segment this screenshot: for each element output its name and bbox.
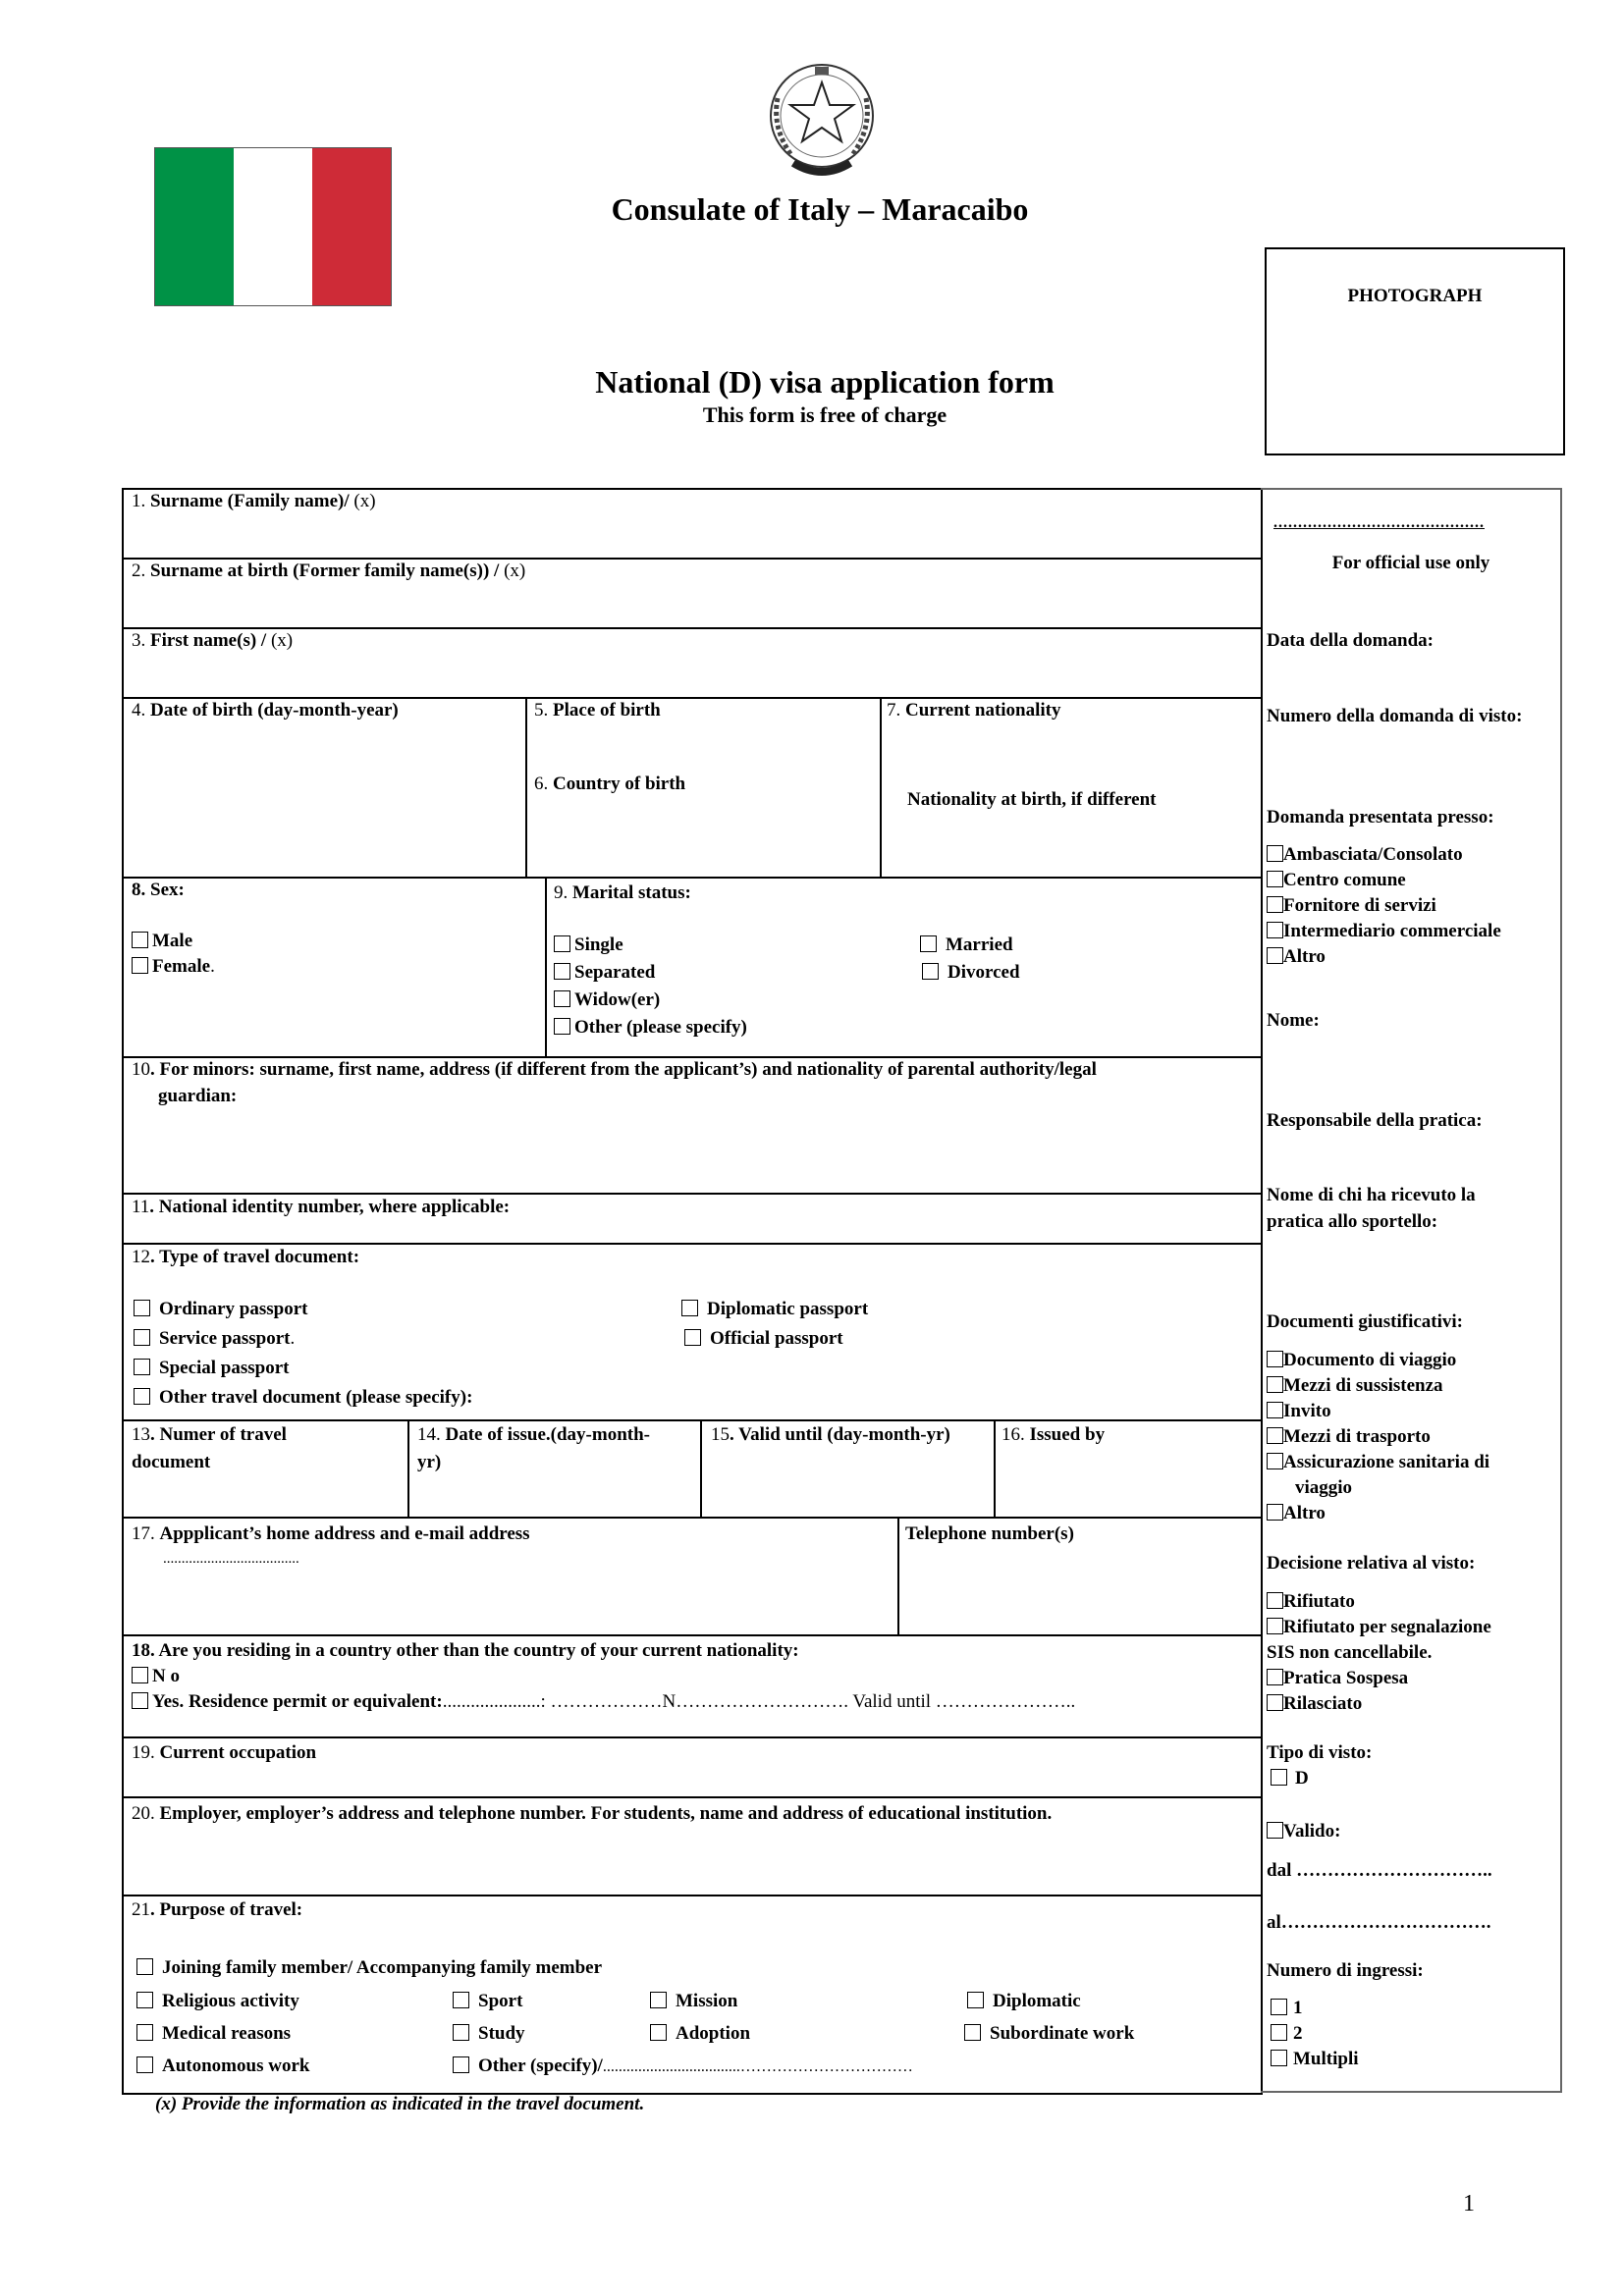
checkbox[interactable]: [964, 2024, 981, 2041]
field-9-marital-status: 9. Marital status:: [554, 882, 691, 903]
field-14-yr: yr): [417, 1452, 442, 1472]
consulate-title: Consulate of Italy – Maracaibo: [611, 191, 1029, 227]
marital-widow-option[interactable]: Widow(er): [554, 987, 660, 1013]
field-7-nationality-at-birth[interactable]: Nationality at birth, if different: [907, 789, 1157, 810]
purpose-study-option[interactable]: Study: [453, 2020, 525, 2047]
checkbox[interactable]: [1267, 1351, 1283, 1367]
field-10-minors[interactable]: 10. For minors: surname, first name, address (if different from the applicant’s) and nationality of parental authority/legal: [132, 1059, 1097, 1080]
marital-married-option[interactable]: Married: [920, 932, 1013, 958]
doc-trasporto-option[interactable]: Mezzi di trasporto: [1267, 1423, 1431, 1450]
ingressi-label: Numero di ingressi:: [1267, 1960, 1424, 1981]
nome-label: Nome:: [1267, 1010, 1320, 1031]
purpose-sport-option[interactable]: Sport: [453, 1988, 522, 2014]
checkbox[interactable]: [967, 1992, 984, 2008]
field-18-residing: 18. Are you residing in a country other than the country of your current nationality:: [132, 1640, 799, 1661]
td-special-option[interactable]: Special passport: [134, 1355, 290, 1381]
tipo-d-option[interactable]: D: [1271, 1765, 1309, 1791]
doc-assicurazione-option[interactable]: Assicurazione sanitaria di: [1267, 1449, 1489, 1475]
purpose-diplomatic-option[interactable]: Diplomatic: [967, 1988, 1081, 2014]
checkbox[interactable]: [132, 932, 148, 948]
td-diplomatic-option[interactable]: Diplomatic passport: [681, 1296, 868, 1322]
checkbox[interactable]: [134, 1329, 150, 1346]
checkbox[interactable]: [1267, 1453, 1283, 1469]
field-3-first-names[interactable]: 3. First name(s) / (x): [132, 630, 294, 651]
checkbox[interactable]: [1267, 1504, 1283, 1521]
free-note: This form is free of charge: [702, 402, 947, 427]
field-6-country-of-birth[interactable]: 6. Country of birth: [534, 774, 686, 794]
field-2-surname-at-birth[interactable]: 2. Surname at birth (Former family name(s)) / (x): [132, 561, 526, 581]
checkbox[interactable]: [134, 1388, 150, 1405]
checkbox[interactable]: [1267, 1376, 1283, 1393]
checkbox[interactable]: [134, 1359, 150, 1375]
marital-other-option[interactable]: Other (please specify): [554, 1014, 747, 1041]
footnote: (x) Provide the information as indicated in the travel document.: [155, 2094, 645, 2114]
checkbox[interactable]: [1267, 1694, 1283, 1711]
checkbox[interactable]: [554, 963, 570, 980]
checkbox[interactable]: [650, 1992, 667, 2008]
field-20-employer[interactable]: 20. Employer, employer’s address and telephone number. For students, name and address of educational institution.: [132, 1803, 1053, 1824]
photograph-label: PHOTOGRAPH: [1347, 286, 1483, 306]
purpose-mission-option[interactable]: Mission: [650, 1988, 737, 2014]
pres-fornitore-option[interactable]: Fornitore di servizi: [1267, 892, 1436, 919]
field-13-travel-doc-number[interactable]: 13. Numer of travel: [132, 1424, 287, 1445]
td-other-option[interactable]: Other travel document (please specify):: [134, 1384, 472, 1411]
checkbox[interactable]: [1267, 871, 1283, 887]
residing-no-option[interactable]: N o: [132, 1663, 180, 1689]
field-5-place-of-birth[interactable]: 5. Place of birth: [534, 700, 661, 721]
field-16-issued-by[interactable]: 16. Issued by: [1001, 1424, 1106, 1445]
italian-republic-emblem-icon: [764, 59, 880, 182]
field-15-valid-until[interactable]: 15. Valid until (day-month-yr): [711, 1424, 950, 1445]
checkbox[interactable]: [1271, 2050, 1287, 2066]
ricevuto-label: Nome di chi ha ricevuto la pratica allo sportello:: [1267, 1185, 1476, 1232]
form-title: National (D) visa application form: [595, 364, 1055, 400]
field-7-current-nationality[interactable]: 7. Current nationality: [887, 700, 1061, 721]
sex-male-option[interactable]: Male: [132, 928, 192, 954]
ingressi-1-option[interactable]: 1: [1271, 1995, 1303, 2021]
td-service-option[interactable]: Service passport.: [134, 1325, 295, 1352]
checkbox[interactable]: [134, 1300, 150, 1316]
purpose-adoption-option[interactable]: Adoption: [650, 2020, 750, 2047]
field-17-dots: .....................................: [163, 1551, 299, 1567]
presentata-label: Domanda presentata presso:: [1267, 807, 1494, 828]
doc-mezzi-option[interactable]: Mezzi di sussistenza: [1267, 1372, 1443, 1399]
official-dots: ...........................................: [1273, 514, 1485, 531]
checkbox[interactable]: [681, 1300, 698, 1316]
checkbox[interactable]: [1267, 845, 1283, 862]
responsabile-label: Responsabile della pratica:: [1267, 1110, 1483, 1131]
tipo-label: Tipo di visto:: [1267, 1742, 1373, 1763]
dec-rifiutato-option[interactable]: Rifiutato: [1267, 1588, 1355, 1615]
checkbox[interactable]: [1267, 896, 1283, 913]
checkbox[interactable]: [684, 1329, 701, 1346]
checkbox[interactable]: [132, 1667, 148, 1683]
checkbox[interactable]: [1267, 1669, 1283, 1685]
pres-intermediario-option[interactable]: Intermediario commerciale: [1267, 918, 1501, 944]
field-8-sex-label: 8. Sex:: [132, 880, 185, 900]
doc-viaggio-option[interactable]: Documento di viaggio: [1267, 1347, 1456, 1373]
field-14-date-of-issue[interactable]: 14. Date of issue.(day-month-: [417, 1424, 650, 1445]
ingressi-2-option[interactable]: 2: [1271, 2020, 1303, 2047]
checkbox[interactable]: [554, 935, 570, 952]
td-ordinary-option[interactable]: Ordinary passport: [134, 1296, 308, 1322]
dec-rifiutato-sis-option[interactable]: Rifiutato per segnalazione: [1267, 1614, 1491, 1640]
pres-ambasciata-option[interactable]: Ambasciata/Consolato: [1267, 841, 1463, 868]
checkbox[interactable]: [453, 2024, 469, 2041]
checkbox[interactable]: [650, 2024, 667, 2041]
checkbox[interactable]: [1267, 1618, 1283, 1634]
field-12-travel-document: 12. Type of travel document:: [132, 1247, 360, 1267]
checkbox[interactable]: [1267, 1822, 1283, 1839]
purpose-medical-option[interactable]: Medical reasons: [136, 2020, 291, 2047]
decisione-label: Decisione relativa al visto:: [1267, 1553, 1476, 1574]
field-19-occupation[interactable]: 19. Current occupation: [132, 1742, 317, 1763]
photograph-box: [1265, 247, 1565, 455]
pres-altro-option[interactable]: Altro: [1267, 943, 1326, 970]
checkbox[interactable]: [1271, 1999, 1287, 2015]
numero-domanda-label: Numero della domanda di visto:: [1267, 706, 1523, 726]
purpose-autonomous-option[interactable]: Autonomous work: [136, 2053, 309, 2079]
checkbox[interactable]: [136, 1992, 153, 2008]
checkbox[interactable]: [132, 957, 148, 974]
purpose-joining-option[interactable]: Joining family member/ Accompanying family member: [136, 1954, 602, 1981]
doc-altro-option[interactable]: Altro: [1267, 1500, 1326, 1526]
documenti-label: Documenti giustificativi:: [1267, 1311, 1464, 1332]
field-17-telephone[interactable]: Telephone number(s): [905, 1523, 1074, 1544]
dal-field[interactable]: dal …………………………..: [1267, 1860, 1492, 1881]
doc-assicurazione-cont: viaggio: [1295, 1477, 1353, 1498]
checkbox[interactable]: [453, 1992, 469, 2008]
marital-separated-option[interactable]: Separated: [554, 959, 655, 986]
ingressi-multipli-option[interactable]: Multipli: [1271, 2046, 1359, 2072]
checkbox[interactable]: [1267, 1592, 1283, 1609]
field-1-surname[interactable]: 1. Surname (Family name)/ (x): [132, 491, 376, 511]
checkbox[interactable]: [136, 2056, 153, 2073]
purpose-subordinate-option[interactable]: Subordinate work: [964, 2020, 1134, 2047]
checkbox[interactable]: [1267, 1427, 1283, 1444]
field-21-purpose: 21. Purpose of travel:: [132, 1899, 303, 1920]
checkbox[interactable]: [1267, 1402, 1283, 1418]
data-domanda-label: Data della domanda:: [1267, 630, 1434, 651]
field-11-national-id[interactable]: 11. National identity number, where applicable:: [132, 1197, 511, 1217]
checkbox[interactable]: [1267, 947, 1283, 964]
residing-yes-option[interactable]: Yes. Residence permit or equivalent:.....................: ………………N………………………. Valid until …………………..: [132, 1688, 1075, 1715]
field-10-guardian: guardian:: [158, 1086, 238, 1106]
td-official-option[interactable]: Official passport: [684, 1325, 843, 1352]
checkbox[interactable]: [1267, 922, 1283, 938]
purpose-other-option[interactable]: Other (specify)/...................................……………………………: [453, 2053, 913, 2080]
dec-rilasciato-option[interactable]: Rilasciato: [1267, 1690, 1362, 1717]
sex-female-option[interactable]: Female.: [132, 953, 215, 980]
dec-sis-cont: SIS non cancellabile.: [1267, 1642, 1433, 1663]
field-13-document: document: [132, 1452, 211, 1472]
checkbox[interactable]: [136, 2024, 153, 2041]
checkbox[interactable]: [132, 1692, 148, 1709]
al-field[interactable]: al…………………………….: [1267, 1912, 1491, 1933]
field-17-home-address[interactable]: 17. Appplicant’s home address and e-mail address: [132, 1523, 530, 1544]
valido-option[interactable]: Valido:: [1267, 1818, 1340, 1844]
doc-invito-option[interactable]: Invito: [1267, 1398, 1331, 1424]
pres-centro-option[interactable]: Centro comune: [1267, 867, 1406, 893]
official-title: For official use only: [1331, 553, 1490, 573]
checkbox[interactable]: [920, 935, 937, 952]
purpose-religious-option[interactable]: Religious activity: [136, 1988, 299, 2014]
checkbox[interactable]: [1271, 1769, 1287, 1786]
checkbox[interactable]: [453, 2056, 469, 2073]
marital-divorced-option[interactable]: Divorced: [922, 959, 1020, 986]
checkbox[interactable]: [922, 963, 939, 980]
marital-single-option[interactable]: Single: [554, 932, 623, 958]
field-4-date-of-birth[interactable]: 4. Date of birth (day-month-year): [132, 700, 399, 721]
checkbox[interactable]: [554, 990, 570, 1007]
checkbox[interactable]: [136, 1958, 153, 1975]
checkbox[interactable]: [554, 1018, 570, 1035]
dec-sospesa-option[interactable]: Pratica Sospesa: [1267, 1665, 1408, 1691]
page-number: 1: [1463, 2191, 1475, 2216]
checkbox[interactable]: [1271, 2024, 1287, 2041]
